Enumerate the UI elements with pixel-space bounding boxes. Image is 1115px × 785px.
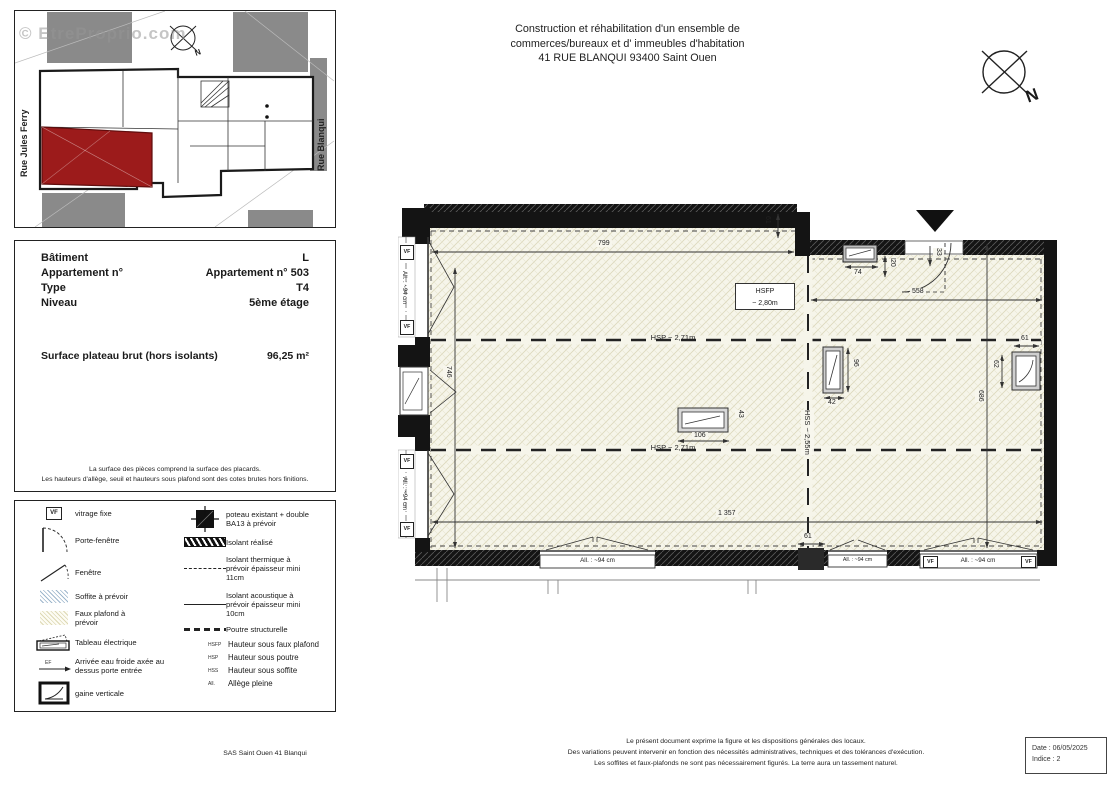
allege-label-bottom-2: All. : ~94 cm: [842, 557, 873, 563]
insulation-done-icon: [184, 537, 226, 547]
dim-96: 96: [852, 359, 859, 367]
dim-33: 33: [935, 248, 942, 256]
dim-43: 43: [737, 410, 744, 418]
vf-box: VF: [923, 556, 938, 568]
date-box: [1025, 737, 1107, 774]
info-notes: [15, 465, 335, 485]
vf-box: VF: [400, 522, 414, 537]
date-value: Date : 06/05/2025: [1032, 745, 1088, 752]
north-compass: [972, 42, 1052, 112]
legend: [14, 500, 336, 712]
acoustic-insulation-icon: [184, 601, 226, 607]
footer-note-1: Le présent document exprime la figure et les dispositions générales des locaux.: [626, 738, 866, 745]
dim-746: 746: [445, 366, 452, 378]
dim-62: 62: [992, 360, 999, 368]
allege-label-left-2: All. : ~94 cm: [401, 477, 407, 511]
info-label: Niveau: [41, 297, 78, 309]
footer-notes: [540, 736, 952, 769]
ceiling-hatch-icon: [40, 611, 68, 625]
dim-686: 686: [977, 390, 984, 402]
soffit-hatch-icon: [40, 590, 68, 603]
vf-box: VF: [400, 245, 414, 260]
legend-item-isolant-thermique: Isolant thermique à prévoir épaisseur mini 11cm: [184, 553, 331, 583]
footer-note-3: Les soffites et faux-plafonds ne sont pas nécessairement figurés. La terre aura un tassement naturel.: [594, 760, 898, 767]
legend-item-soffite: Soffite à prévoir: [33, 590, 184, 603]
window-icon: [39, 561, 69, 583]
indice-value: Indice : 2: [1032, 756, 1061, 763]
legend-item-fenetre: Fenêtre: [33, 560, 184, 584]
legend-item-gaine: gaine verticale: [33, 681, 184, 705]
north-label: N: [1022, 84, 1041, 107]
surface-label: Surface plateau brut (hors isolants): [41, 350, 218, 362]
title-line-1: Construction et réhabilitation d'un ensemble de: [515, 23, 740, 35]
street-label-left: Rue Jules Ferry: [19, 109, 29, 177]
hss-label: HSS ~ 2,55m: [803, 410, 812, 455]
dim-1357: 1 357: [718, 510, 736, 517]
entrance-arrow-icon: [916, 210, 954, 232]
company-name: SAS Saint Ouen 41 Blanqui: [223, 750, 307, 757]
legend-item-tableau: Tableau électrique: [33, 633, 184, 651]
legend-column-right: [184, 507, 331, 711]
legend-abbr-hsfp: HSFP Hauteur sous faux plafond: [207, 640, 320, 649]
floor-plan-drawing: [398, 198, 1063, 608]
info-value: Appartement n° 503: [205, 267, 309, 279]
hsp-label-2: HSP ~ 2,71m: [650, 443, 696, 452]
allege-label-bottom-1: All. : ~94 cm: [580, 557, 615, 564]
info-row: [15, 281, 335, 296]
legend-item-isolant-acoustique: Isolant acoustique à prévoir épaisseur mini 10cm: [184, 589, 331, 619]
surface-row: [15, 349, 335, 364]
legend-abbr-hsp: HSP Hauteur sous poutre: [207, 653, 299, 662]
allege-label-bottom-3: All. : ~94 cm: [960, 557, 996, 564]
info-label: Bâtiment: [41, 252, 89, 264]
vf-symbol: VF: [46, 507, 62, 520]
dim-74: 74: [854, 269, 862, 276]
legend-abbr-allege: All. Allège pleine: [207, 679, 273, 688]
hsp-label-1: HSP ~ 2,71m: [650, 333, 696, 342]
exterior-lines: [415, 568, 1040, 602]
info-row: [15, 266, 335, 281]
title-line-2: commerces/bureaux et d' immeubles d'habitation: [510, 37, 745, 50]
ceiling-hatch-area: [428, 227, 797, 550]
dim-106: 106: [694, 432, 706, 439]
legend-item-isolant-realise: Isolant réalisé: [184, 537, 331, 547]
dim-799: 799: [598, 240, 610, 247]
svg-text:EF: EF: [45, 660, 52, 666]
document-title: [455, 22, 800, 66]
street-label-right: Rue Blanqui: [316, 118, 326, 171]
info-label: Type: [41, 282, 66, 294]
dim-42: 42: [828, 399, 836, 406]
info-value: 5ème étage: [249, 297, 309, 309]
info-note-1: La surface des pièces comprend la surface des placards.: [89, 466, 261, 473]
legend-column-left: [33, 507, 184, 711]
dim-61-duct: 61: [1021, 335, 1029, 342]
info-label: Appartement n°: [41, 267, 124, 279]
legend-item-poutre: Poutre structurelle: [184, 625, 331, 634]
dim-61-step: 61: [764, 216, 771, 224]
thermal-insulation-icon: [184, 566, 226, 571]
site-north-label: N: [193, 47, 203, 58]
dim-558: 558: [912, 288, 924, 295]
legend-item-poteau: poteau existant + double BA13 à prévoir: [184, 507, 331, 531]
surface-value: 96,25 m²: [266, 350, 309, 362]
cold-water-arrow-icon: [37, 658, 71, 674]
allege-label-left-1: All. : ~94 cm: [401, 271, 407, 305]
title-line-3: 41 RUE BLANQUI 93400 Saint Ouen: [538, 52, 717, 64]
legend-item-porte-fenetre: Porte-fenêtre: [33, 526, 184, 554]
watermark: © EtreProprio.com: [19, 24, 187, 43]
footer-note-2: Des variations peuvent intervenir en fonction des nécessités administratives, techniques et des tolérances d'exécution.: [567, 749, 925, 756]
info-value: L: [302, 252, 309, 264]
dim-61-post: 61: [804, 533, 812, 540]
legend-abbr-hss: HSS Hauteur sous soffite: [207, 666, 298, 675]
hsfp-label-box: HSFP ~ 2,80m: [735, 283, 795, 310]
info-value: T4: [296, 282, 309, 294]
legend-item-arrivee-eau: EF Arrivée eau froide axée au dessus porte entrée: [33, 657, 184, 675]
legend-item-faux-plafond: Faux plafond à prévoir: [33, 609, 184, 627]
site-plan: [14, 10, 336, 228]
floor-plan: [398, 198, 1063, 608]
electrical-panel-icon: [35, 633, 73, 651]
door-window-icon: [39, 526, 69, 554]
apartment-info-panel: [14, 240, 336, 492]
post-icon: [191, 506, 219, 532]
vf-box: VF: [1021, 556, 1036, 568]
vf-box: VF: [400, 454, 414, 469]
structural-beam-icon: [184, 627, 226, 633]
info-note-2: Les hauteurs d'allège, seuil et hauteurs sous plafond sont des cotes brutes hors finitions.: [41, 476, 309, 483]
legend-item-vitrage-fixe: VF vitrage fixe: [33, 507, 184, 520]
info-row: [15, 251, 335, 266]
post: [798, 548, 824, 570]
info-row: [15, 296, 335, 311]
vertical-duct-icon: [38, 681, 70, 705]
dim-20: 20: [889, 259, 896, 267]
vf-box: VF: [400, 320, 414, 335]
